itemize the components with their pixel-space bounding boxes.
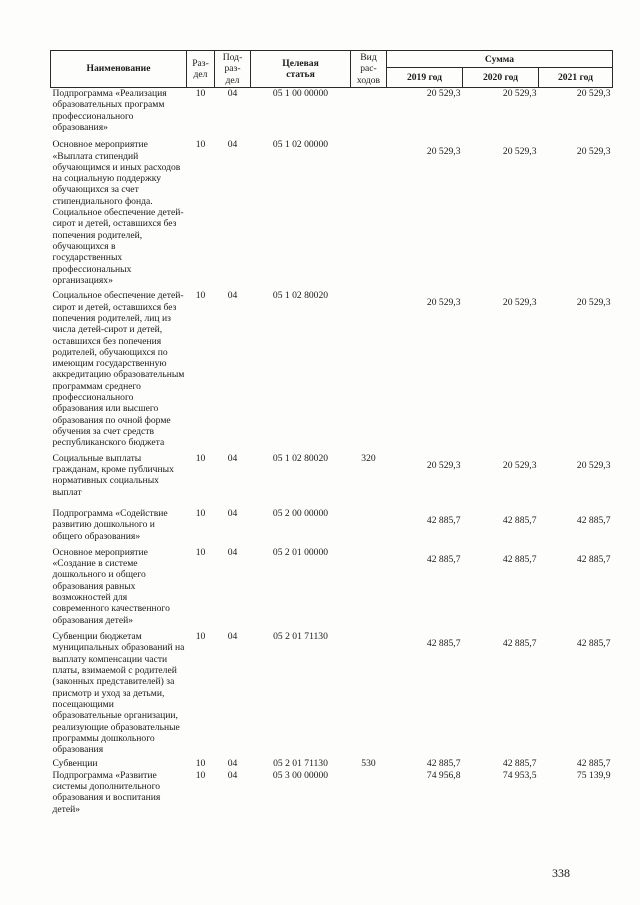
row-razdel: 10 [195, 769, 206, 781]
row-sum-2020: 20 529,3 [502, 146, 537, 158]
row-sum-2019: 20 529,3 [426, 297, 461, 309]
header-2019: 2019 год [387, 68, 463, 88]
row-podrazdel: 04 [227, 507, 238, 519]
row-celevaya: 05 1 02 00000 [272, 139, 329, 151]
row-razdel: 10 [195, 546, 206, 558]
row-podrazdel: 04 [227, 87, 238, 99]
row-sum-2019: 74 956,8 [426, 769, 461, 781]
row-razdel: 10 [195, 452, 206, 464]
row-sum-2021: 20 529,3 [576, 297, 611, 309]
row-podrazdel: 04 [227, 631, 238, 642]
row-podrazdel: 04 [227, 758, 238, 770]
header-2021: 2021 год [539, 68, 613, 88]
row-sum-2021: 20 529,3 [576, 87, 611, 99]
row-podrazdel: 04 [227, 769, 238, 781]
row-podrazdel: 04 [227, 546, 238, 558]
table-row [51, 508, 613, 547]
row-name: Подпрограмма «Развитие системы дополнительного образования и воспитания детей» [52, 769, 161, 815]
header-vid: Вид рас- ходов [351, 51, 387, 88]
table-row [51, 770, 613, 815]
row-sum-2019: 42 885,7 [426, 638, 461, 649]
row-name: Основное мероприятие «Создание в системе дошкольного и общего образования равных возможностей для современного качественного образования детей» [52, 546, 170, 626]
row-sum-2021: 20 529,3 [576, 459, 611, 471]
row-vid: 530 [361, 758, 376, 770]
table-body [51, 87, 613, 815]
row-sum-2020: 74 953,5 [502, 769, 537, 781]
header-2020: 2020 год [463, 68, 539, 88]
header-summa: Сумма [387, 51, 613, 68]
row-celevaya: 05 1 02 80020 [272, 452, 329, 464]
row-razdel: 10 [195, 631, 206, 642]
row-razdel: 10 [195, 290, 206, 302]
row-razdel: 10 [195, 507, 206, 519]
table-row [51, 453, 613, 508]
row-vid: 320 [361, 452, 376, 464]
header-razdel: Раз- дел [187, 51, 215, 88]
row-vid [351, 770, 387, 815]
row-sum-2021: 75 139,9 [576, 769, 611, 781]
row-celevaya: 05 3 00 00000 [272, 769, 329, 781]
table-row [51, 139, 613, 290]
row-sum-2019: 20 529,3 [426, 87, 461, 99]
row-vid [351, 139, 387, 290]
row-razdel: 10 [195, 758, 206, 770]
row-sum-2019: 42 885,7 [426, 553, 461, 565]
row-sum-2021: 42 885,7 [576, 638, 611, 649]
row-sum-2021: 42 885,7 [576, 758, 611, 770]
row-sum-2020: 42 885,7 [502, 553, 537, 565]
row-sum-2020: 20 529,3 [502, 297, 537, 309]
table-row [51, 631, 613, 758]
row-name: Подпрограмма «Содействие развитию дошкольного и общего образования» [52, 507, 168, 542]
row-sum-2020: 42 885,7 [502, 514, 537, 526]
row-celevaya: 05 1 02 80020 [272, 290, 329, 302]
row-sum-2020: 20 529,3 [502, 459, 537, 471]
row-name: Социальные выплаты гражданам, кроме публичных нормативных социальных выплат [52, 452, 174, 498]
row-vid [351, 290, 387, 452]
row-sum-2020: 20 529,3 [502, 87, 537, 99]
table-row [51, 290, 613, 452]
row-sum-2019: 20 529,3 [426, 146, 461, 158]
row-vid [351, 508, 387, 547]
row-celevaya: 05 2 01 71130 [273, 758, 328, 770]
row-sum-2019: 20 529,3 [426, 459, 461, 471]
row-name: Социальное обеспечение детей-сирот и детей, оставшихся без попечения родителей, лиц из числа детей-сирот и детей, оставшихся без попечения родителей, обучающихся по имеющим государственную аккредитацию образовательным программам среднего профессионального образования или высшего образования по очной форме обучения за счет средств республиканского бюджета [52, 290, 185, 449]
row-podrazdel: 04 [227, 452, 238, 464]
row-sum-2021: 42 885,7 [576, 553, 611, 565]
budget-table [50, 50, 613, 815]
row-name: Подпрограмма «Реализация образовательных программ профессионального образования» [52, 87, 167, 133]
row-celevaya: 05 2 00 00000 [272, 507, 329, 519]
row-name: Субвенции [52, 758, 98, 770]
row-vid [351, 547, 387, 631]
row-razdel: 10 [195, 139, 206, 151]
header-name: Наименование [51, 51, 187, 88]
row-podrazdel: 04 [227, 139, 238, 151]
row-sum-2020: 42 885,7 [502, 758, 537, 770]
row-name: Субвенции бюджетам муниципальных образований на выплату компенсации части платы, взимаемой с родителей (законных представителей) за присмотр и уход за детьми, посещающими образовательные организации, реализующие образовательные программы дошкольного образования [52, 631, 185, 756]
row-razdel: 10 [195, 87, 206, 99]
table-row [51, 87, 613, 139]
table-header [51, 51, 613, 88]
header-podrazdel: Под- раз- дел [215, 51, 251, 88]
row-sum-2020: 42 885,7 [502, 638, 537, 649]
page-number: 338 [552, 866, 570, 880]
header-celevaya: Целевая статья [251, 51, 351, 88]
row-vid [351, 87, 387, 139]
row-celevaya: 05 2 01 00000 [272, 546, 329, 558]
row-name: Основное мероприятие «Выплата стипендий обучающимся и иных расходов на социальную поддержку обучающихся за счет стипендиального фонда. Социальное обеспечение детей-сирот и детей, оставшихся без попечения родителей, обучающихся в государственных профессиональных организациях» [52, 139, 184, 286]
row-sum-2021: 42 885,7 [576, 514, 611, 526]
row-sum-2021: 20 529,3 [576, 146, 611, 158]
row-celevaya: 05 2 01 71130 [273, 631, 328, 642]
table-row [51, 547, 613, 631]
row-sum-2019: 42 885,7 [426, 758, 461, 770]
row-sum-2019: 42 885,7 [426, 514, 461, 526]
table-row [51, 758, 613, 769]
row-podrazdel: 04 [227, 290, 238, 302]
row-vid [351, 631, 387, 758]
row-celevaya: 05 1 00 00000 [272, 87, 329, 99]
